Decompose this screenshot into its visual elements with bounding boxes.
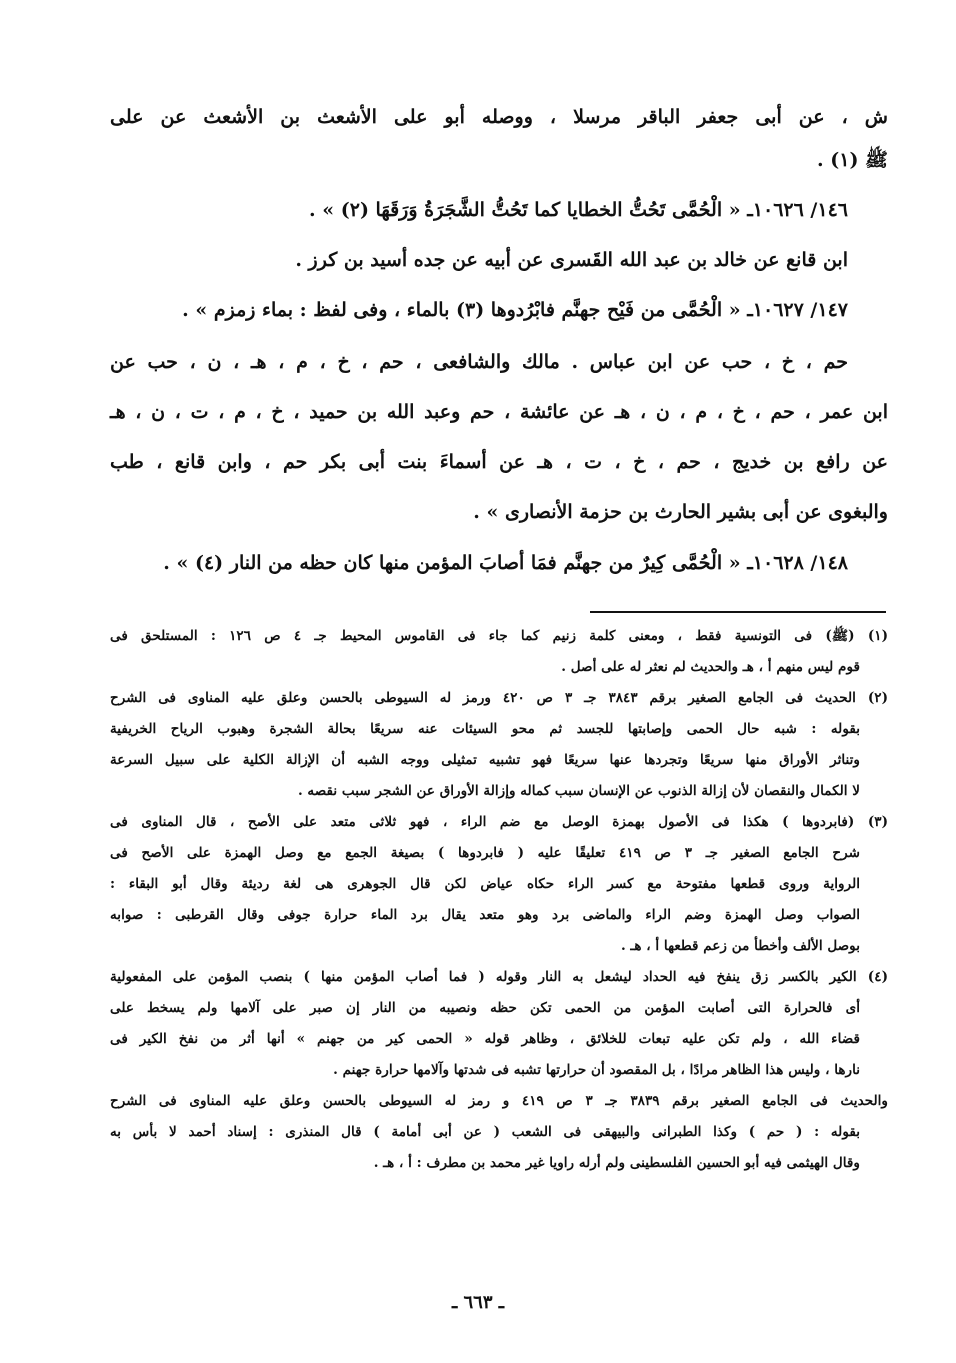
footnote-line: قضاء الله ، ولم تكن عليه تبعات للخلائق ، وظاهر قوله « الحمى كير من جهنم » أنها أثر من نفخ الكير فى [110,1031,860,1047]
footnote-line: وقال الهيثمى فيه أبو الحسين الفلسطينى ولم أرله راويا غير محمد بن مطرف : أ ، هـ . [373,1155,860,1171]
main-line: حم ، خ ، حب عن ابن عباس . مالك والشافعى ، حم ، خ ، م ، هـ ، ن ، حب عن [110,351,848,373]
footnote-line: والحديث فى الجامع الصغير برقم ٣٨٣٩ جـ ٣ ص ٤١٩ و رمز له السيوطى بالحسن وعلق عليه المناوى فى الشرح [110,1093,888,1109]
footnote-line: قوم ليس منهم أ ، هـ والحديث لم نعثر له على أصل . [561,659,860,675]
main-line: والبغوى عن أبى بشير الحارث بن حزمة الأنصارى » . [473,501,888,523]
footnote-line: لا الكمال والنقصان لأن إزالة الذنوب عن الإنسان سبب كماله وإزالة الأوراق عن الشجر سبب نقصه . [297,783,860,799]
footnote-line: أى فالحرارة التى أصابت المؤمن من الحمى تكن حظه ونصيبه من النار إن صبر على آلامها ولم يسخط على [110,1000,860,1016]
main-line: عن رافع بن خديج ، حم ، خ ، ت ، هـ عن أسماءَ بنت أبى بكر حم ، وابن قانع ، طب [110,451,888,473]
main-line: ابن عمر ، حم ، خ ، م ، ن ، هـ عن عائشة ، حم وعبد الله بن حميد ، خ ، م ، ت ، ن ، هـ [110,401,888,423]
footnote-line: وتناثر الأوراق منها سريعًا وتجردها عنها سريعًا فهو تشبيه تمثيلى ووجه الشبه أن الإزالة الكلية على سبيل السرعة [110,752,860,768]
footnote-line: بوصل الألف وأخطأ من زعم قطعها أ ، هـ . [620,938,860,954]
footnote-separator [590,611,886,613]
footnote-line: (١) (ﷺ) فى التونسية فقط ، ومعنى كلمة زنيم كما جاء فى القاموس المحيط جـ ٤ ص ١٢٦ : المستلحق فى [110,628,888,644]
footnote-line: بقوله : شبه حال الحمى وإصابتها للجسد ثم محو السيئات عنه سريعًا بحالة الشجرة وهبوب الرياح الخريفية [110,721,860,737]
footnote-line: الصواب وصل الهمزة وضم الراء والماضى برد وهو متعد يقال برد الماء حرارة جوفى وقال القرطبى : صوابه [110,907,860,923]
main-line: ابن قانع عن خالد بن عبد الله القَسرى عن أبيه عن جده أسيد بن كرز . [295,249,848,271]
footnote-line: بقوله : ( حم ) وكذا الطبرانى والبيهقى فى الشعب ( عن أبى أمامة ) قال المنذرى : إسناد أحمد لا بأس به [110,1124,860,1140]
main-line: ﷺ (١) . [816,149,888,171]
footnote-line: نارها ، وليس هذا الظاهر مرادًا ، بل المقصود أن حرارتها تشبه فى شدتها وآلامها حرارة جهنم . [333,1062,860,1078]
main-line: ش ، عن أبى جعفر الباقر مرسلا ، ووصله أبو على الأشعث بن الأشعث عن على [110,106,888,128]
footnote-line: شرح الجامع الصغير جـ ٣ ص ٤١٩ تعليقًا عليه ( فابردوها ) بصيغة الجمع مع وصل الهمزة على الأصح فى [110,845,860,861]
footnote-line: (٣) (فابردوها ) هكذا فى الأصول بهمزة الوصل مع ضم الراء ، فهو ثلاثى متعد على الأصح ، قال المناوى فى [110,814,888,830]
hadith-147: ١٤٧/ ١٠٦٢٧ـ « الْحُمَّى من فَيْح جهنَّم فابْرُدوها (٣) بالماء ، وفى لفظ : بماء زمزم » . [182,299,848,321]
footnote-line: (٤) الكير بالكسر زق ينفخ فيه الحداد ليشعل به النار وقوله ( فما أصاب المؤمن منها ) بنصب المؤمن على المفعولية [110,969,888,985]
footnote-line: (٢) الحديث فى الجامع الصغير برقم ٣٨٤٣ جـ ٣ ص ٤٢٠ ورمز له السيوطى بالحسن وعلق عليه المناوى فى الشرح [110,690,889,706]
hadith-148: ١٤٨/ ١٠٦٢٨ـ « الْحُمَّى كِيرٌ من جهنَّم فمَا أصابَ المؤمن منها كان حظه من النار (٤) » . [163,552,848,574]
footnote-line: الرواية وروى قطعها مفتوحة مع كسر الراء حكاه عياض لكن قال الجوهرى هى لغة رديئة وقال أبو البقاء : [110,876,860,892]
hadith-146: ١٤٦/ ١٠٦٢٦ـ « الْحُمَّى تَحُتُّ الخطايا كما تَحُتُّ الشَّجَرَةُ وَرَقَهَا (٢) » . [309,199,848,221]
page-number: ـ ٦٦٣ ـ [451,1292,505,1313]
